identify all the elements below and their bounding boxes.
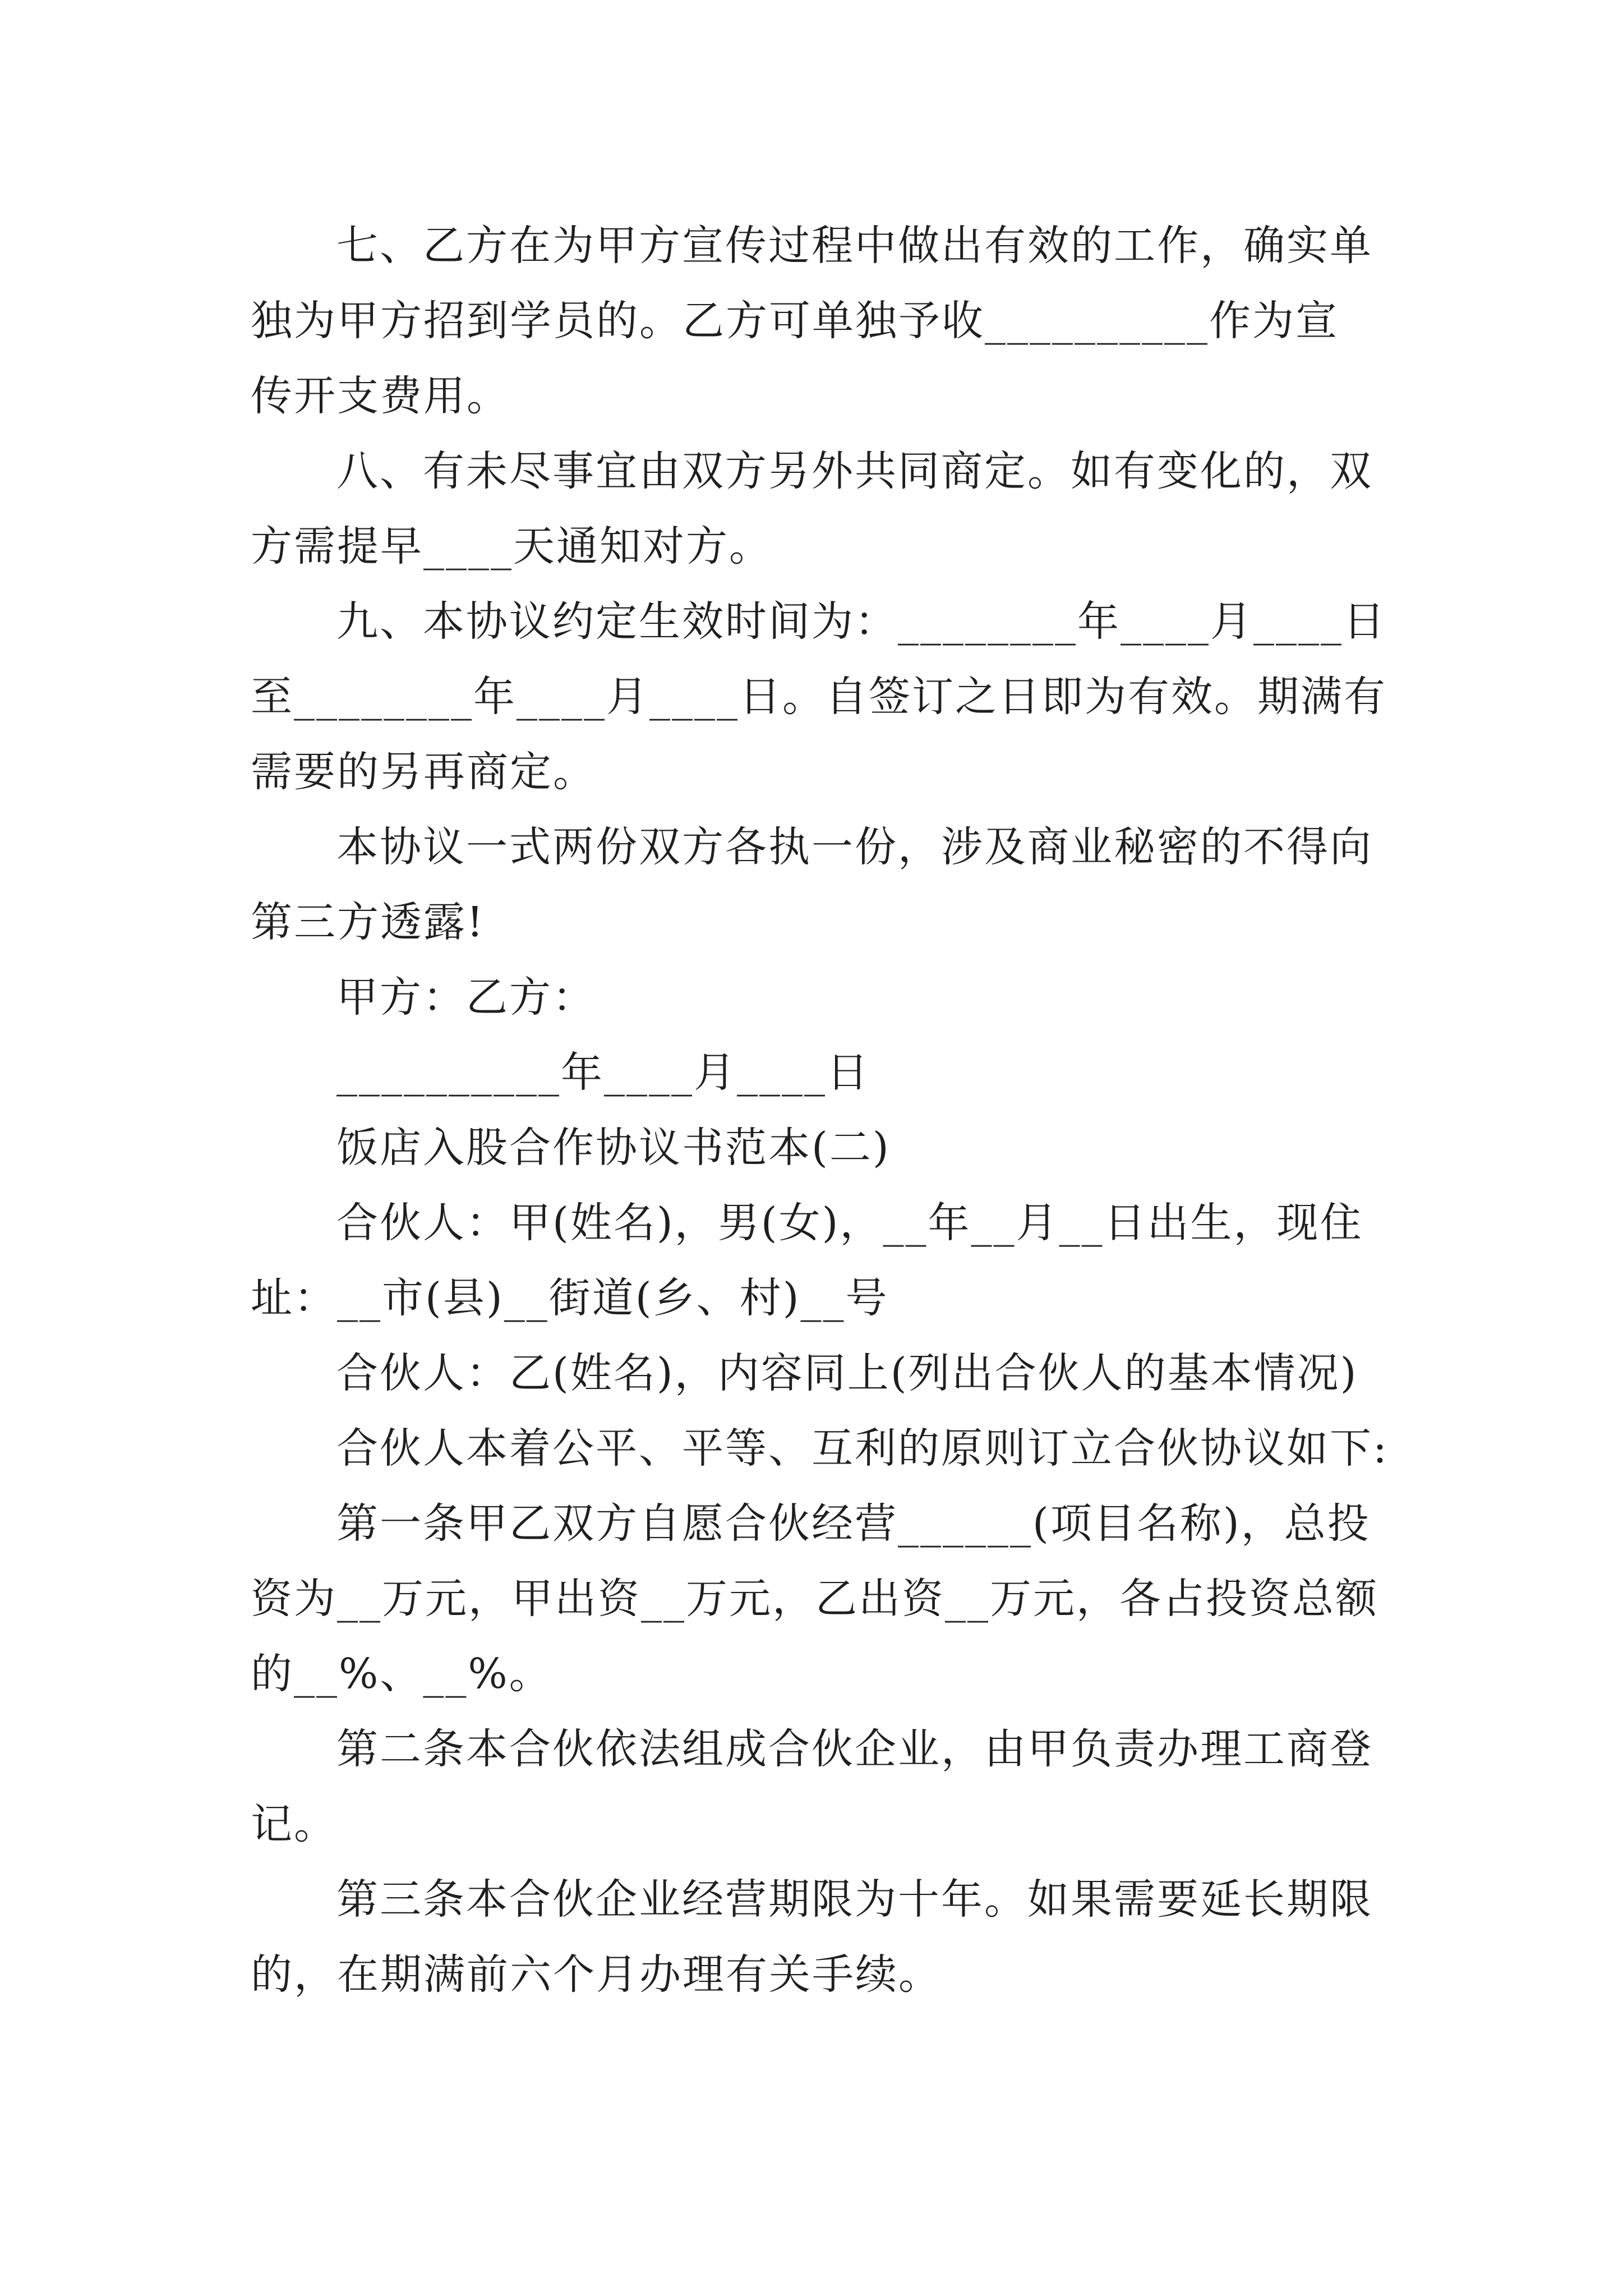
text-line: 第一条甲乙双方自愿合伙经营______(项目名称)，总投: [336, 1499, 1371, 1548]
text-line: 址：__市(县)__街道(乡、村)__号: [251, 1274, 889, 1322]
text-line: 传开支费用。: [251, 372, 510, 420]
text-line: 需要的另再商定。: [251, 748, 596, 796]
signature-parties: 甲方：乙方：: [336, 973, 596, 1022]
text-line: 的，在期满前六个月办理有关手续。: [251, 1950, 942, 1999]
text-line: 第二条本合伙依法组成合伙企业，由甲负责办理工商登: [336, 1725, 1373, 1773]
text-line: 七、乙方在为甲方宣传过程中做出有效的工作，确实单: [336, 222, 1373, 270]
signature-date: __________年____月____日: [336, 1048, 870, 1097]
text-line: 至________年____月____日。自签订之日即为有效。期满有: [251, 673, 1387, 721]
text-line: 第三方透露!: [251, 898, 485, 946]
text-line: 合伙人：乙(姓名)，内容同上(列出合伙人的基本情况): [336, 1349, 1358, 1397]
text-line: 合伙人：甲(姓名)，男(女)，__年__月__日出生，现住: [336, 1199, 1363, 1247]
text-line: 的__%、__%。: [251, 1650, 552, 1698]
section-title: 饭店入股合作协议书范本(二): [336, 1124, 891, 1172]
text-line: 八、有未尽事宜由双方另外共同商定。如有变化的，双: [336, 447, 1373, 495]
text-line: 第三条本合伙企业经营期限为十年。如果需要延长期限: [336, 1875, 1373, 1924]
text-line: 记。: [251, 1800, 337, 1848]
text-line: 方需提早____天通知对方。: [251, 522, 772, 570]
text-line: 资为__万元，甲出资__万元，乙出资__万元，各占投资总额: [251, 1575, 1378, 1623]
text-line: 独为甲方招到学员的。乙方可单独予收__________作为宣: [251, 297, 1339, 345]
text-line: 九、本协议约定生效时间为：________年____月____日: [336, 597, 1386, 646]
text-line: 本协议一式两份双方各执一份，涉及商业秘密的不得向: [336, 823, 1373, 871]
text-line: 合伙人本着公平、平等、互利的原则订立合伙协议如下:: [336, 1424, 1389, 1473]
